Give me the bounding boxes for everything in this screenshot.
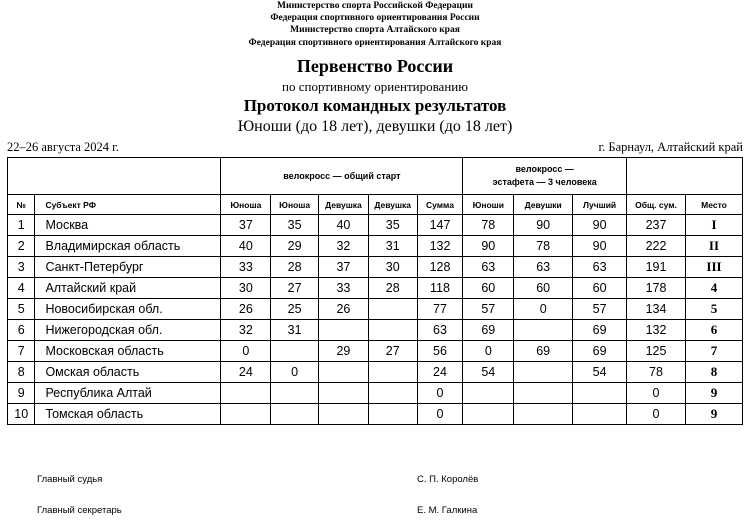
col-place-cell: III: [685, 257, 742, 278]
col-girl-2-cell: [368, 320, 417, 341]
col-girl-2-cell: 31: [368, 236, 417, 257]
col-number-cell: 1: [8, 215, 35, 236]
col-sum-cell: 118: [417, 278, 463, 299]
col-girl-2-cell: 27: [368, 341, 417, 362]
col-place-cell: 6: [685, 320, 742, 341]
col-relay-boys-cell: 69: [463, 320, 514, 341]
relay-header-line-2: эстафета — 3 человека: [492, 177, 597, 187]
col-number-cell: 5: [8, 299, 35, 320]
col-relay-girls-cell: [514, 320, 573, 341]
col-relay-boys-cell: [463, 404, 514, 425]
col-boy-2-cell: 25: [271, 299, 319, 320]
col-boy-1-cell: 24: [221, 362, 271, 383]
col-girl-1-header: Девушка: [319, 195, 369, 215]
col-place-cell: 4: [685, 278, 742, 299]
col-girl-2-cell: 30: [368, 257, 417, 278]
col-relay-boys-header: Юноши: [463, 195, 514, 215]
col-sum-cell: 132: [417, 236, 463, 257]
col-sum-cell: 56: [417, 341, 463, 362]
col-boy-2-cell: 35: [271, 215, 319, 236]
col-girl-2-cell: 28: [368, 278, 417, 299]
org-line-1: Министерство спорта Российской Федерации: [277, 1, 473, 11]
col-number-header: №: [8, 195, 35, 215]
results-body: [8, 215, 743, 425]
chief-judge-name: С. П. Королёв: [417, 474, 479, 485]
col-region-cell: Владимирская область: [35, 236, 221, 257]
col-girl-1-cell: 32: [319, 236, 369, 257]
col-relay-best-cell: [573, 404, 627, 425]
col-boy-1-cell: 26: [221, 299, 271, 320]
table-row: [8, 362, 743, 383]
col-boy-1-cell: [221, 383, 271, 404]
col-total-cell: 222: [627, 236, 686, 257]
col-boy-1-cell: 30: [221, 278, 271, 299]
org-line-4: Федерация спортивного ориентирования Алтайского края: [248, 38, 502, 48]
org-line-2: Федерация спортивного ориентирования России: [270, 13, 480, 23]
col-sum-cell: 0: [417, 404, 463, 425]
col-total-cell: 178: [627, 278, 686, 299]
col-relay-girls-cell: 63: [514, 257, 573, 278]
col-girl-2-cell: [368, 299, 417, 320]
col-region-cell: Омская область: [35, 362, 221, 383]
col-boy-2-header: Юноша: [271, 195, 319, 215]
col-region-cell: Новосибирская обл.: [35, 299, 221, 320]
col-region-cell: Алтайский край: [35, 278, 221, 299]
col-total-cell: 125: [627, 341, 686, 362]
col-number-cell: 2: [8, 236, 35, 257]
table-row: [8, 257, 743, 278]
col-number-cell: 8: [8, 362, 35, 383]
col-boy-2-cell: 27: [271, 278, 319, 299]
col-region-cell: Нижегородская обл.: [35, 320, 221, 341]
col-relay-boys-cell: 0: [463, 341, 514, 362]
col-number-cell: 6: [8, 320, 35, 341]
column-header-row: [8, 195, 743, 215]
col-relay-boys-cell: [463, 383, 514, 404]
col-girl-1-cell: [319, 404, 369, 425]
col-total-cell: 132: [627, 320, 686, 341]
table-row: [8, 341, 743, 362]
group-header-blank-right: [627, 158, 743, 195]
col-number-cell: 9: [8, 383, 35, 404]
col-relay-girls-cell: 60: [514, 278, 573, 299]
col-relay-girls-cell: 78: [514, 236, 573, 257]
relay-header-line-1: велокросс —: [515, 164, 574, 174]
col-sum-header: Сумма: [417, 195, 463, 215]
col-relay-best-cell: 69: [573, 341, 627, 362]
chief-judge-label: Главный судья: [37, 474, 103, 485]
event-dates: 22–26 августа 2024 г.: [7, 140, 120, 154]
col-girl-2-header: Девушка: [368, 195, 417, 215]
col-girl-1-cell: 29: [319, 341, 369, 362]
col-relay-girls-cell: 0: [514, 299, 573, 320]
col-relay-boys-cell: 78: [463, 215, 514, 236]
col-relay-best-cell: 60: [573, 278, 627, 299]
col-girl-2-cell: [368, 362, 417, 383]
protocol-title: Протокол командных результатов: [243, 96, 507, 115]
col-region-cell: Московская область: [35, 341, 221, 362]
col-girl-1-cell: 40: [319, 215, 369, 236]
col-relay-boys-cell: 63: [463, 257, 514, 278]
col-girl-1-cell: [319, 362, 369, 383]
col-boy-2-cell: 29: [271, 236, 319, 257]
group-header-row: [8, 158, 743, 195]
col-total-cell: 78: [627, 362, 686, 383]
col-total-cell: 191: [627, 257, 686, 278]
col-region-cell: Москва: [35, 215, 221, 236]
table-row: [8, 215, 743, 236]
col-girl-2-cell: 35: [368, 215, 417, 236]
group-header-blank: [8, 158, 221, 195]
col-relay-girls-cell: [514, 383, 573, 404]
results-table: [7, 157, 743, 425]
col-boy-1-cell: 33: [221, 257, 271, 278]
col-region-header: Субъект РФ: [35, 195, 221, 215]
col-relay-best-cell: 90: [573, 215, 627, 236]
col-relay-boys-cell: 57: [463, 299, 514, 320]
col-total-cell: 0: [627, 404, 686, 425]
col-relay-girls-header: Девушки: [514, 195, 573, 215]
col-boy-2-cell: 28: [271, 257, 319, 278]
col-relay-boys-cell: 90: [463, 236, 514, 257]
col-boy-2-cell: [271, 383, 319, 404]
col-number-cell: 4: [8, 278, 35, 299]
mass-start-header: велокросс — общий старт: [221, 158, 463, 195]
col-place-cell: 9: [685, 383, 742, 404]
col-girl-2-cell: [368, 383, 417, 404]
col-boy-1-cell: 37: [221, 215, 271, 236]
col-girl-1-cell: 26: [319, 299, 369, 320]
col-sum-cell: 128: [417, 257, 463, 278]
col-relay-best-cell: 54: [573, 362, 627, 383]
col-boy-2-cell: 0: [271, 362, 319, 383]
col-relay-girls-cell: 69: [514, 341, 573, 362]
col-place-header: Место: [685, 195, 742, 215]
col-place-cell: 8: [685, 362, 742, 383]
col-boy-1-cell: [221, 404, 271, 425]
col-region-cell: Санкт-Петербург: [35, 257, 221, 278]
col-sum-cell: 63: [417, 320, 463, 341]
table-row: [8, 236, 743, 257]
col-boy-1-cell: 40: [221, 236, 271, 257]
col-relay-best-cell: 90: [573, 236, 627, 257]
col-girl-1-cell: [319, 383, 369, 404]
col-boy-1-cell: 32: [221, 320, 271, 341]
col-sum-cell: 147: [417, 215, 463, 236]
table-row: [8, 404, 743, 425]
col-region-cell: Республика Алтай: [35, 383, 221, 404]
col-relay-girls-cell: [514, 362, 573, 383]
col-total-cell: 0: [627, 383, 686, 404]
col-relay-boys-cell: 54: [463, 362, 514, 383]
col-sum-cell: 0: [417, 383, 463, 404]
org-line-3: Министерство спорта Алтайского края: [290, 25, 460, 35]
col-place-cell: 9: [685, 404, 742, 425]
col-boy-2-cell: 31: [271, 320, 319, 341]
col-total-header: Общ. сум.: [627, 195, 686, 215]
col-girl-1-cell: [319, 320, 369, 341]
chief-secretary-name: Е. М. Галкина: [417, 505, 478, 516]
col-region-cell: Томская область: [35, 404, 221, 425]
col-place-cell: II: [685, 236, 742, 257]
col-relay-girls-cell: 90: [514, 215, 573, 236]
col-boy-2-cell: [271, 404, 319, 425]
relay-header: [463, 158, 627, 195]
col-girl-2-cell: [368, 404, 417, 425]
table-row: [8, 278, 743, 299]
col-boy-2-cell: [271, 341, 319, 362]
col-place-cell: 5: [685, 299, 742, 320]
col-relay-girls-cell: [514, 404, 573, 425]
col-relay-best-header: Лучший: [573, 195, 627, 215]
table-row: [8, 299, 743, 320]
col-number-cell: 10: [8, 404, 35, 425]
col-total-cell: 237: [627, 215, 686, 236]
col-total-cell: 134: [627, 299, 686, 320]
col-place-cell: I: [685, 215, 742, 236]
age-group: Юноши (до 18 лет), девушки (до 18 лет): [237, 118, 513, 135]
col-relay-best-cell: 69: [573, 320, 627, 341]
table-row: [8, 320, 743, 341]
col-girl-1-cell: 33: [319, 278, 369, 299]
col-girl-1-cell: 37: [319, 257, 369, 278]
col-relay-best-cell: 57: [573, 299, 627, 320]
page-title: Первенство России: [296, 56, 454, 76]
col-boy-1-header: Юноша: [221, 195, 271, 215]
col-sum-cell: 77: [417, 299, 463, 320]
col-sum-cell: 24: [417, 362, 463, 383]
page-subtitle: по спортивному ориентированию: [282, 79, 468, 94]
col-relay-boys-cell: 60: [463, 278, 514, 299]
chief-secretary-label: Главный секретарь: [37, 505, 122, 516]
event-location: г. Барнаул, Алтайский край: [598, 140, 743, 154]
col-relay-best-cell: 63: [573, 257, 627, 278]
col-number-cell: 3: [8, 257, 35, 278]
col-relay-best-cell: [573, 383, 627, 404]
col-place-cell: 7: [685, 341, 742, 362]
col-boy-1-cell: 0: [221, 341, 271, 362]
col-number-cell: 7: [8, 341, 35, 362]
table-row: [8, 383, 743, 404]
